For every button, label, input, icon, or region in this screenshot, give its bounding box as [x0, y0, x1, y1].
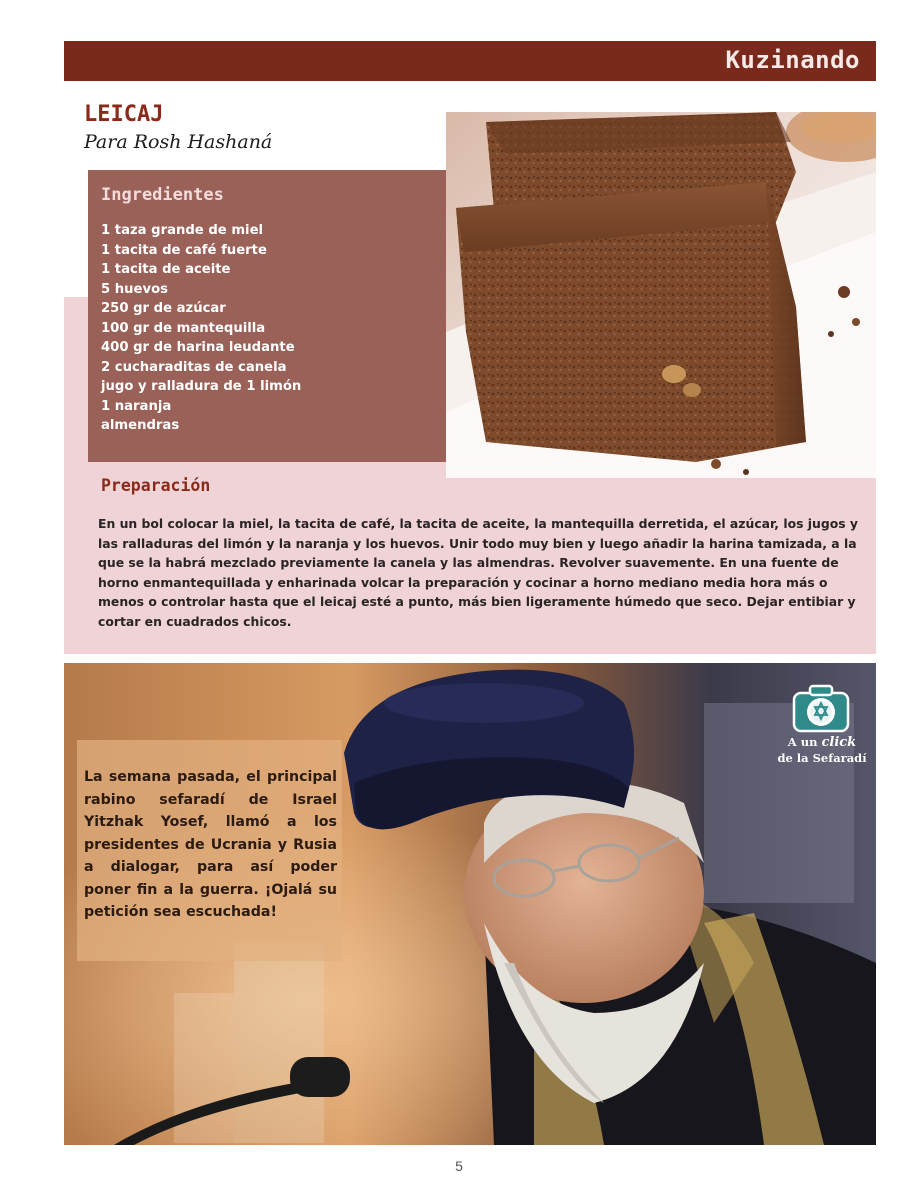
caption-text: La semana pasada, el principal rabino sefaradí de Israel Yitzhak Yosef, llamó a los presidentes de Ucrania y Rusia a dialogar, para así poder poner fin a la guerra. ¡Ojalá su petición sea escuchada!: [84, 769, 337, 920]
caption-box: [77, 740, 342, 961]
camera-icon: [792, 683, 850, 733]
ingredients-heading: Ingredientes: [101, 185, 224, 205]
badge-title: [772, 735, 872, 750]
recipe-subtitle: Para Rosh Hashaná: [84, 131, 273, 153]
cake-photo-illustration: [446, 112, 876, 478]
ingredient-item: almendras: [101, 418, 180, 433]
badge-click-word: click: [821, 735, 857, 750]
badge-subtitle: de la Sefaradí: [777, 751, 867, 765]
preparation-text: En un bol colocar la miel, la tacita de café, la tacita de aceite, la mantequilla derretida, el azúcar, los jugos y las ralladuras del limón y la naranja y los huevos. Unir todo muy bien y luego añadir la harina tamizada, a la que se la habrá mezclado previamente la canela y las almendras. Revolver suavemente. En una fuente de horno enmantequillada y enharinada volcar la preparación y cocinar a horno mediano media hora más o menos o controlar hasta que el leicaj esté a punto, más bien ligeramente húmedo que seco. Dejar entibiar y cortar en cuadrados chicos.: [98, 516, 858, 629]
page-number: 5: [455, 1158, 463, 1174]
ingredient-item: 1 naranja: [101, 398, 172, 414]
section-header-bar: [64, 41, 876, 81]
ingredient-item: 400 gr de harina leudante: [101, 340, 295, 355]
ingredient-item: 5 huevos: [101, 281, 168, 297]
ingredient-item: jugo y ralladura de 1 limón: [101, 379, 302, 394]
badge-prefix: A un: [787, 735, 818, 749]
ingredient-item: 2 cucharaditas de canela: [101, 359, 287, 375]
section-title: Kuzinando: [725, 46, 860, 74]
ingredient-item: 1 tacita de café fuerte: [101, 242, 267, 258]
cake-photo: [446, 112, 876, 478]
ingredient-item: 100 gr de mantequilla: [101, 320, 266, 336]
recipe-title: LEICAJ: [84, 102, 164, 127]
preparation-heading: Preparación: [101, 476, 211, 495]
ingredients-box: [88, 170, 446, 462]
ingredients-list: [101, 221, 301, 436]
ingredient-item: 1 tacita de aceite: [101, 262, 231, 277]
a-un-click-badge: [772, 683, 872, 773]
ingredient-item: 1 taza grande de miel: [101, 223, 264, 238]
ingredient-item: 250 gr de azúcar: [101, 301, 226, 316]
